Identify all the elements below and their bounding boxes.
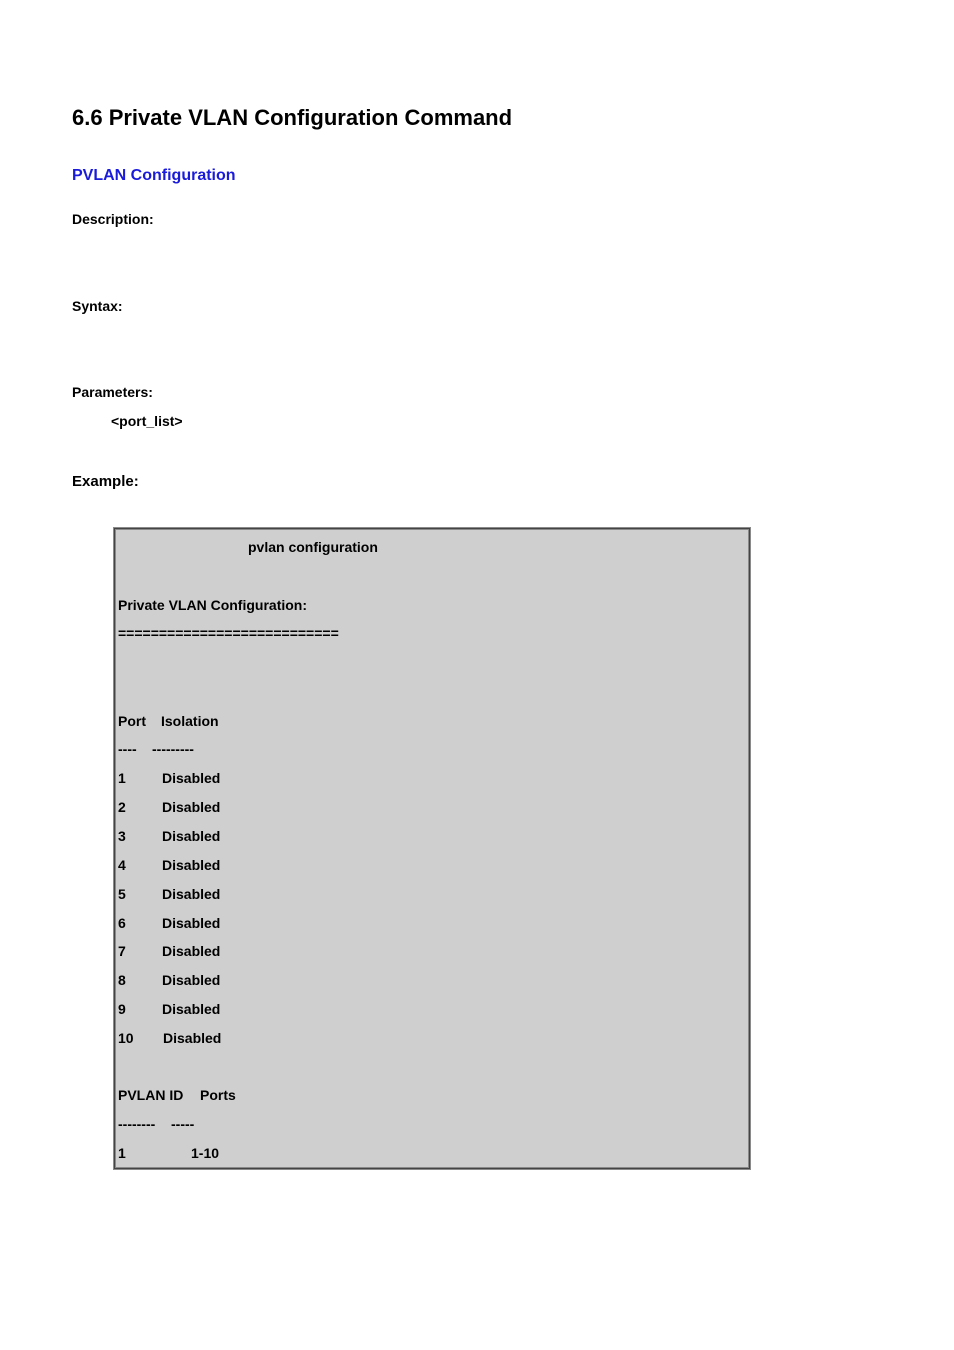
- syntax-label: Syntax:: [72, 298, 123, 314]
- parameters-label: Parameters:: [72, 384, 153, 400]
- port-row-number: 6: [118, 914, 126, 931]
- port-row-number: 9: [118, 1001, 126, 1018]
- port-row-number: 7: [118, 943, 126, 960]
- port-row-number: 10: [118, 1030, 134, 1047]
- example-label: Example:: [72, 473, 139, 490]
- port-row-isolation: Disabled: [162, 856, 221, 873]
- port-column-dashes: ----: [118, 741, 137, 757]
- port-column-header: Port: [118, 713, 146, 729]
- terminal-output-box: [113, 527, 751, 1170]
- port-row-isolation: Disabled: [162, 770, 221, 786]
- port-row-number: 8: [118, 972, 126, 989]
- pvlan-row-ports: 1-10: [191, 1145, 220, 1161]
- section-title: PVLAN Configuration: [72, 167, 236, 184]
- terminal-title: Private VLAN Configuration:: [118, 597, 308, 613]
- port-row-number: 4: [118, 856, 126, 873]
- ports-column-dashes: -----: [171, 1116, 195, 1132]
- terminal-command: pvlan configuration: [248, 539, 378, 555]
- pvlan-row-id: 1: [118, 1145, 126, 1161]
- isolation-column-header: Isolation: [161, 713, 219, 729]
- isolation-column-dashes: ---------: [152, 741, 194, 757]
- port-row-isolation: Disabled: [162, 798, 221, 815]
- port-row-number: 5: [118, 885, 126, 902]
- port-row-number: 2: [118, 798, 126, 815]
- ports-column-header: Ports: [200, 1087, 236, 1103]
- page-title: 6.6 Private VLAN Configuration Command: [72, 105, 513, 130]
- terminal-separator: ===========================: [118, 625, 339, 641]
- port-row-isolation: Disabled: [162, 827, 221, 844]
- port-row-number: 3: [118, 827, 126, 844]
- port-row-isolation: Disabled: [162, 972, 221, 989]
- pvlan-id-column-header: PVLAN ID: [118, 1087, 184, 1103]
- port-row-isolation: Disabled: [162, 1001, 221, 1018]
- port-row-isolation: Disabled: [163, 1030, 222, 1047]
- parameter-port-list: <port_list>: [111, 413, 183, 429]
- port-row-isolation: Disabled: [162, 885, 221, 902]
- port-row-number: 1: [118, 770, 126, 786]
- description-label: Description:: [72, 211, 154, 227]
- port-row-isolation: Disabled: [162, 914, 221, 931]
- pvlan-id-column-dashes: --------: [118, 1116, 156, 1132]
- port-row-isolation: Disabled: [162, 943, 221, 960]
